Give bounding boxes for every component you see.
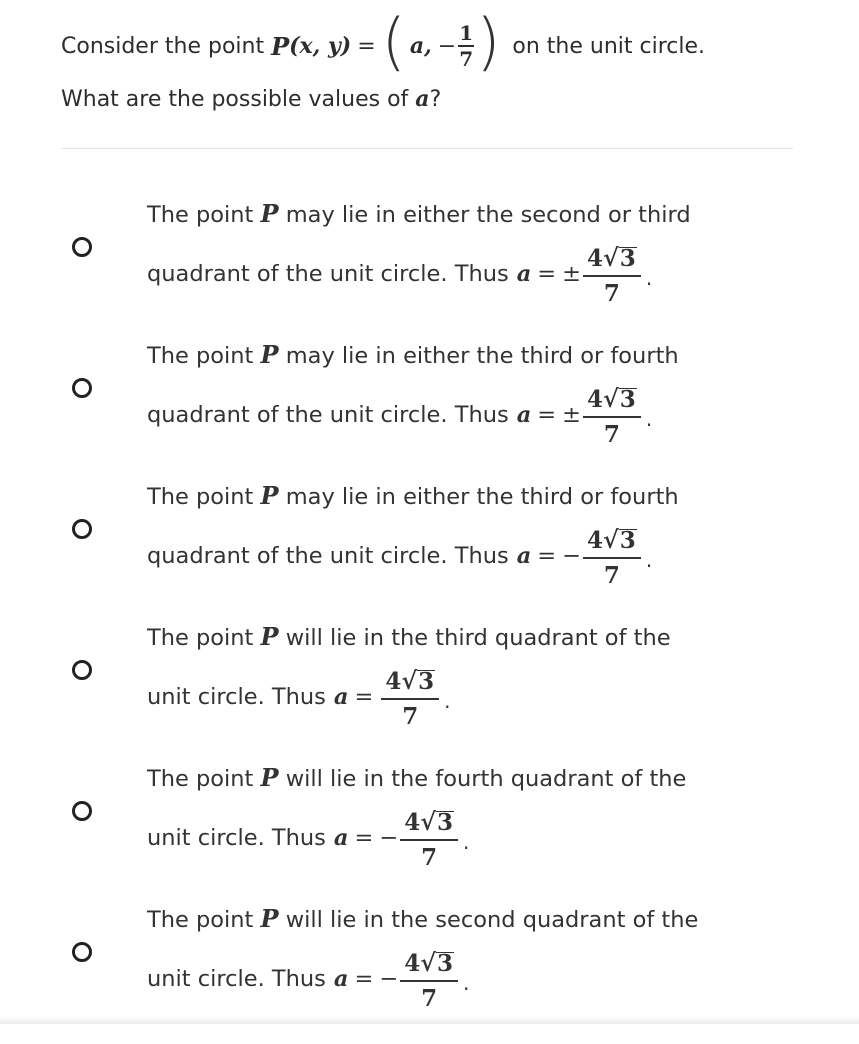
fraction-numerator xyxy=(583,245,641,272)
sign-symbol: ± xyxy=(562,402,581,428)
numerator-coef: 4 xyxy=(587,245,604,273)
option-text-rest: will lie in the third quadrant of the xyxy=(285,625,671,651)
sqrt-argument: 3 xyxy=(619,245,636,273)
sqrt-icon: √ xyxy=(603,525,619,555)
answer-fraction xyxy=(583,386,641,448)
point-name: P xyxy=(260,763,279,792)
point-vars: (x, y) xyxy=(289,33,352,59)
equals-sign: = xyxy=(354,684,374,710)
fraction-bar xyxy=(583,557,641,559)
var-a: a xyxy=(516,402,532,428)
option-text-start: The point xyxy=(147,484,254,510)
equals-sign: = xyxy=(357,33,376,59)
option-line-1 xyxy=(147,763,686,792)
point-name: P xyxy=(260,199,279,228)
question-line-1 xyxy=(61,5,706,84)
fraction-numerator xyxy=(400,950,458,977)
bottom-shadow xyxy=(0,1016,859,1024)
numerator-coef: 4 xyxy=(404,809,421,837)
question-suffix: on the unit circle. xyxy=(512,33,706,59)
fraction-denominator: 7 xyxy=(459,46,474,71)
option-text-conclusion: unit circle. Thus xyxy=(147,684,326,710)
option-line-1 xyxy=(147,340,679,369)
option-text-start: The point xyxy=(147,343,254,369)
period: . xyxy=(444,689,451,713)
option-text-rest: may lie in either the third or fourth xyxy=(285,484,679,510)
sqrt-expression xyxy=(603,386,637,412)
point-name: P xyxy=(260,904,279,933)
fraction-denominator: 7 xyxy=(603,420,620,448)
divider xyxy=(61,148,793,149)
period: . xyxy=(645,548,653,572)
point-name: P xyxy=(260,481,279,510)
radio-button[interactable] xyxy=(72,378,92,398)
fraction-bar xyxy=(583,416,641,418)
sqrt-expression xyxy=(420,950,454,976)
answer-fraction xyxy=(381,668,439,730)
radio-button[interactable] xyxy=(72,519,92,539)
option-text-rest: will lie in the second quadrant of the xyxy=(285,907,699,933)
option-text-start: The point xyxy=(147,766,254,792)
sqrt-icon: √ xyxy=(401,666,418,696)
fraction-denominator: 7 xyxy=(402,702,419,730)
fraction-denominator: 7 xyxy=(603,561,620,589)
fraction-numerator xyxy=(583,386,641,413)
sqrt-icon: √ xyxy=(603,384,619,414)
sqrt-icon: √ xyxy=(420,948,436,978)
var-a: a xyxy=(333,684,349,710)
option-line-2 xyxy=(147,946,469,1016)
fraction-one-seventh xyxy=(458,22,474,70)
answer-option[interactable] xyxy=(0,763,859,903)
sqrt-argument: 3 xyxy=(619,386,636,414)
option-text-conclusion: quadrant of the unit circle. Thus xyxy=(147,543,509,569)
point-name: P xyxy=(271,31,290,61)
fraction-bar xyxy=(381,698,439,700)
option-text-start: The point xyxy=(147,202,254,228)
option-line-1 xyxy=(147,904,698,933)
sqrt-expression xyxy=(401,668,435,694)
sqrt-icon: √ xyxy=(420,807,436,837)
fraction-denominator: 7 xyxy=(603,279,620,307)
sqrt-expression xyxy=(603,245,637,271)
var-a: a xyxy=(333,966,349,992)
var-a: a xyxy=(516,543,532,569)
answer-fraction xyxy=(400,950,458,1012)
option-text-rest: may lie in either the second or third xyxy=(285,202,691,228)
fraction-numerator: 1 xyxy=(459,21,474,46)
answer-option[interactable] xyxy=(0,622,859,762)
option-text-start: The point xyxy=(147,625,254,651)
period: . xyxy=(645,407,653,431)
fraction-bar xyxy=(400,839,458,841)
fraction-numerator xyxy=(381,668,439,695)
option-line-2 xyxy=(147,523,652,593)
equals-sign: = xyxy=(537,402,557,428)
fraction-denominator: 7 xyxy=(421,843,438,871)
radio-button[interactable] xyxy=(72,660,92,680)
var-a: a xyxy=(333,825,349,851)
sqrt-argument: 3 xyxy=(619,527,636,555)
sqrt-argument: 3 xyxy=(437,950,454,978)
option-text-conclusion: quadrant of the unit circle. Thus xyxy=(147,402,509,428)
equals-sign: = xyxy=(537,261,557,287)
point-name: P xyxy=(260,622,279,651)
period: . xyxy=(645,266,653,290)
option-line-2 xyxy=(147,664,451,734)
numerator-coef: 4 xyxy=(385,668,402,696)
equals-sign: = xyxy=(354,825,374,851)
question-ask: What are the possible values of xyxy=(61,87,409,112)
numerator-coef: 4 xyxy=(404,950,421,978)
fraction-denominator: 7 xyxy=(421,984,438,1012)
option-line-2 xyxy=(147,805,469,875)
sign-symbol: − xyxy=(379,966,399,992)
point-name: P xyxy=(260,340,279,369)
sqrt-expression xyxy=(420,809,454,835)
sqrt-expression xyxy=(603,527,637,553)
question-var: a xyxy=(415,86,430,112)
answer-option[interactable] xyxy=(0,481,859,621)
radio-button[interactable] xyxy=(72,942,92,962)
fraction-bar xyxy=(400,980,458,982)
period: . xyxy=(463,971,470,995)
answer-fraction xyxy=(583,527,641,589)
left-paren: ( xyxy=(381,5,406,78)
option-line-1 xyxy=(147,481,679,510)
right-paren: ) xyxy=(476,5,501,78)
answer-option[interactable] xyxy=(0,199,859,339)
question-text: Consider the point xyxy=(61,33,265,59)
radio-button[interactable] xyxy=(72,801,92,821)
minus-sign: − xyxy=(437,33,457,59)
option-text-rest: may lie in either the third or fourth xyxy=(285,343,679,369)
option-line-2 xyxy=(147,382,652,452)
option-text-start: The point xyxy=(147,907,254,933)
coord-a: a, xyxy=(409,33,432,59)
sign-symbol: − xyxy=(562,543,581,569)
numerator-coef: 4 xyxy=(587,527,604,555)
radio-button[interactable] xyxy=(72,237,92,257)
question-line-2 xyxy=(61,86,441,112)
answer-option[interactable] xyxy=(0,340,859,480)
answer-fraction xyxy=(583,245,641,307)
option-text-conclusion: unit circle. Thus xyxy=(147,825,326,851)
option-line-1 xyxy=(147,199,691,228)
option-line-2 xyxy=(147,241,652,311)
equals-sign: = xyxy=(354,966,374,992)
var-a: a xyxy=(516,261,532,287)
sign-symbol: ± xyxy=(562,261,581,287)
equals-sign: = xyxy=(537,543,557,569)
question-mark: ? xyxy=(429,87,442,112)
sign-symbol: − xyxy=(379,825,399,851)
option-line-1 xyxy=(147,622,671,651)
option-text-rest: will lie in the fourth quadrant of the xyxy=(285,766,687,792)
answer-fraction xyxy=(400,809,458,871)
sqrt-argument: 3 xyxy=(437,809,454,837)
sqrt-argument: 3 xyxy=(418,668,435,696)
sqrt-icon: √ xyxy=(603,243,619,273)
fraction-bar xyxy=(583,275,641,277)
option-text-conclusion: unit circle. Thus xyxy=(147,966,326,992)
fraction-numerator xyxy=(400,809,458,836)
numerator-coef: 4 xyxy=(587,386,604,414)
fraction-numerator xyxy=(583,527,641,554)
period: . xyxy=(463,830,470,854)
option-text-conclusion: quadrant of the unit circle. Thus xyxy=(147,261,509,287)
